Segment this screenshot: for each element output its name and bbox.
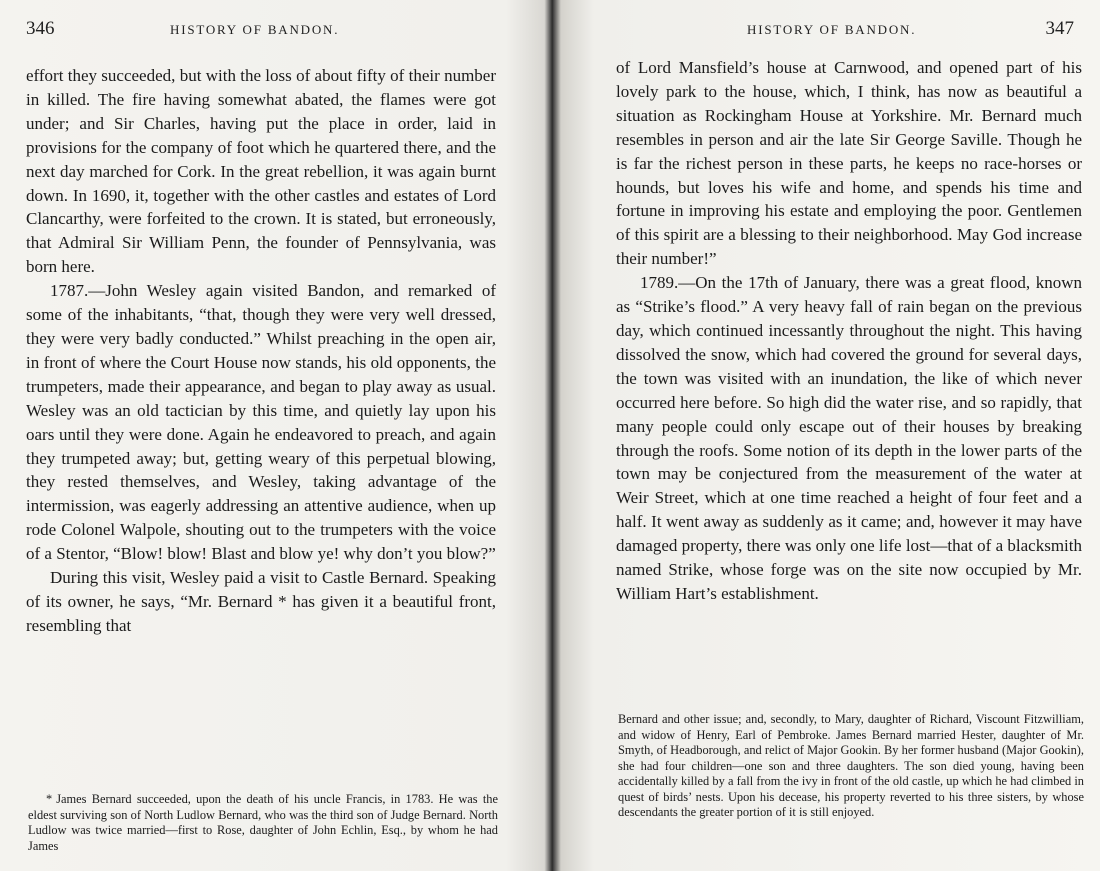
paragraph: During this visit, Wesley paid a visit to Castle Bernard. Speaking of its owner, he says, “Mr. Bernard * has given it a beautiful front, resembling that — [26, 568, 496, 635]
footnote-left — [28, 792, 498, 854]
paragraph: 1789.—On the 17th of January, there was a great flood, known as “Strike’s flood.” A very heavy fall of rain began on the previous day, which continued incessantly throughout the night. This having dissolved the snow, which had covered the ground for several days, the town was visited with an inundation, the like of which never occurred here before. So high did the water rise, and so rapidly, that many people could only escape out of their houses by breaking through the roofs. Some notion of its depth in the lower parts of the town may be conjectured from the measurement of the water at Weir Street, which at one time reached a height of four feet and a half. It went away as suddenly as it came; and, however it may have damaged property, there was only one life lost—that of a blacksmith named Strike, whose forge was on the site now occupied by Mr. William Hart’s establishment. — [616, 273, 1082, 603]
running-head-left — [0, 18, 548, 42]
running-head-title-right: HISTORY OF BANDON. — [747, 22, 917, 37]
running-head-title-left: HISTORY OF BANDON. — [170, 22, 340, 37]
page-number-right: 347 — [1045, 18, 1074, 39]
right-page — [556, 0, 1100, 871]
body-text-left — [26, 64, 496, 638]
left-page — [0, 0, 548, 871]
footnote-text: James Bernard succeeded, upon the death of his uncle Francis, in 1783. He was the eldest surviving son of North Ludlow Bernard, who was the third son of Judge Bernard. North Ludlow was twice married—first to Rose, daughter of John Echlin, Esq., by whom he had James — [28, 792, 498, 853]
paragraph: of Lord Mansfield’s house at Carnwood, and opened part of his lovely park to the house, which, I think, has now as beautiful a situation as Rockingham House at Yorkshire. Mr. Bernard much resembles in person and air the late Sir George Saville. Though he is far the richest person in these parts, he keeps no race-horses or hounds, but loves his wife and home, and spends his time and fortune in improving his estate and employing the poor. Gentlemen of this spirit are a blessing to their neighborhood. May God increase their number!” — [616, 58, 1082, 269]
footnote-right — [618, 712, 1084, 821]
footnote-text: Bernard and other issue; and, secondly, to Mary, daughter of Richard, Viscount Fitzwilliam, and widow of Henry, Earl of Pembroke. James Bernard married Hester, daughter of Mr. Smyth, of Headborough, and relict of Major Gookin. By her former husband (Major Gookin), she had four children—one son and three daughters. The son died young, having been accidentally killed by a fall from the ivy in front of the old castle, up which he had climbed in quest of birds’ nests. Upon his decease, his property reverted to his three sisters, by whose descendants the greater portion of it is still enjoyed. — [618, 712, 1084, 819]
footnote-mark: * — [46, 792, 53, 806]
running-head-right — [556, 18, 1100, 42]
body-text-right — [616, 56, 1082, 606]
page-number-left: 346 — [26, 18, 55, 39]
paragraph: effort they succeeded, but with the loss of about fifty of their number in killed. The fire having somewhat abated, the flames were got under; and Sir Charles, having put the place in order, laid in provisions for the company of foot which he quartered there, and the next day marched for Cork. In the great rebellion, it was again burnt down. In 1690, it, together with the other castles and estates of Lord Clancarthy, were forfeited to the crown. It is stated, but erroneously, that Admiral Sir William Penn, the founder of Pennsylvania, was born here. — [26, 66, 496, 277]
paragraph: 1787.—John Wesley again visited Bandon, and remarked of some of the inhabitants, “that, though they were very well dressed, they were very badly conducted.” Whilst preaching in the open air, in front of where the Court House now stands, his old opponents, the trumpeters, made their appearance, and began to play away as usual. Wesley was an old tactician by this time, and quietly lay upon his oars until they were done. Again he endeavored to preach, and again they trumpeted away; but, getting weary of this perpetual blowing, they rested themselves, and Wesley, taking advantage of the intermission, was eagerly addressing an attentive audience, when up rode Colonel Walpole, shouting out to the trumpeters with the voice of a Stentor, “Blow! blow! Blast and blow ye! why don’t you blow?” — [26, 281, 496, 564]
